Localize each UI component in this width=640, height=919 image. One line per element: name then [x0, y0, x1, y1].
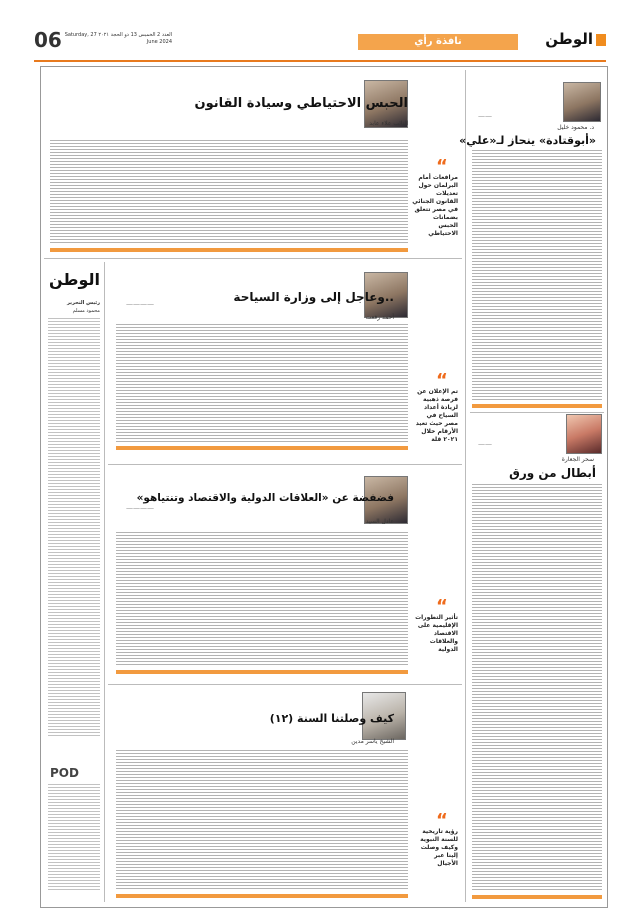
footer-bar — [472, 404, 602, 408]
section-divider — [44, 258, 462, 259]
quote-icon: “ — [436, 156, 448, 177]
author-photo — [566, 414, 602, 454]
article-title: أبطال من ورق — [509, 466, 596, 480]
column-tag: —— — [478, 440, 492, 448]
article-body — [472, 150, 602, 400]
section-label: نافذة رأي — [358, 34, 518, 50]
article-body — [116, 324, 408, 442]
pull-quote: رؤية تاريخية للسنة النبوية وكيف وصلت إلينا عبر الأجيال — [420, 828, 458, 867]
author-name: أحمد رفعت — [365, 314, 394, 321]
pull-quote: مرافعات أمام البرلمان حول تعديلات القانون الجنائي في مصر تتعلق بضمانات الحبس الاحتياطي — [412, 174, 458, 237]
article-body — [472, 484, 602, 892]
author-photo — [563, 82, 601, 122]
author-name: الشيخ ياسر مدين — [351, 738, 394, 745]
article-title: ..وعاجل إلى وزارة السياحة — [233, 290, 394, 304]
section-divider — [108, 684, 462, 685]
newspaper-logo: الوطن — [545, 30, 606, 48]
header-rule — [34, 60, 606, 62]
article-body — [116, 532, 408, 666]
column-tag: ———— — [126, 300, 154, 308]
pod-logo: POD — [50, 766, 79, 780]
section-divider — [470, 412, 604, 413]
quote-icon: “ — [436, 810, 448, 831]
article-title: «أبوقتادة» ينحاز لـ«علي» — [459, 134, 596, 147]
issue-info: العدد 2 الخميس 13 ذو الحجة ٢٠٢١ Saturday, 27 June 2024 — [64, 32, 172, 45]
quote-icon: “ — [436, 596, 448, 617]
author-name: النائب علاء عابد — [369, 120, 408, 127]
article-body — [116, 750, 408, 890]
article-title: فضفضة عن «العلاقات الدولية والاقتصاد وتنتياهو» — [136, 492, 394, 504]
column-separator — [465, 70, 466, 902]
footer-bar — [116, 670, 408, 674]
masthead-chairman-label: رئيس التحرير — [67, 300, 100, 306]
column-tag: —— — [478, 112, 492, 120]
article-body — [50, 140, 408, 244]
masthead-chairman: محمود مسلم — [72, 308, 100, 314]
footer-bar — [472, 895, 602, 899]
footer-bar — [50, 248, 408, 252]
footer-bar — [116, 894, 408, 898]
author-name: سحر الجعارة — [561, 456, 594, 463]
section-divider — [108, 464, 462, 465]
column-tag: ———— — [126, 504, 154, 512]
page-number: 06 — [34, 28, 62, 52]
article-title: الحبس الاحتياطي وسيادة القانون — [194, 96, 408, 111]
masthead-contact — [48, 784, 100, 892]
author-name: عادل السيد — [365, 518, 394, 525]
article-title: كيف وصلتنا السنة (١٢) — [269, 712, 394, 725]
footer-bar — [116, 446, 408, 450]
masthead-logo: الوطن — [49, 270, 100, 289]
pull-quote: تم الإعلان عن فرصة ذهبية لزيادة أعداد السياح في مصر حيث تعيد الأرقام خلال ٢٠٢١ قلة — [415, 388, 458, 443]
pull-quote: تأثير التطورات الإقليمية على الاقتصاد والعلاقات الدولية — [415, 614, 458, 653]
page-header — [34, 24, 606, 62]
masthead-staff-list — [48, 318, 100, 738]
author-name: د. محمود خليل — [557, 124, 594, 131]
column-separator — [104, 262, 105, 902]
logo-mark-icon — [596, 34, 606, 46]
quote-icon: “ — [436, 370, 448, 391]
